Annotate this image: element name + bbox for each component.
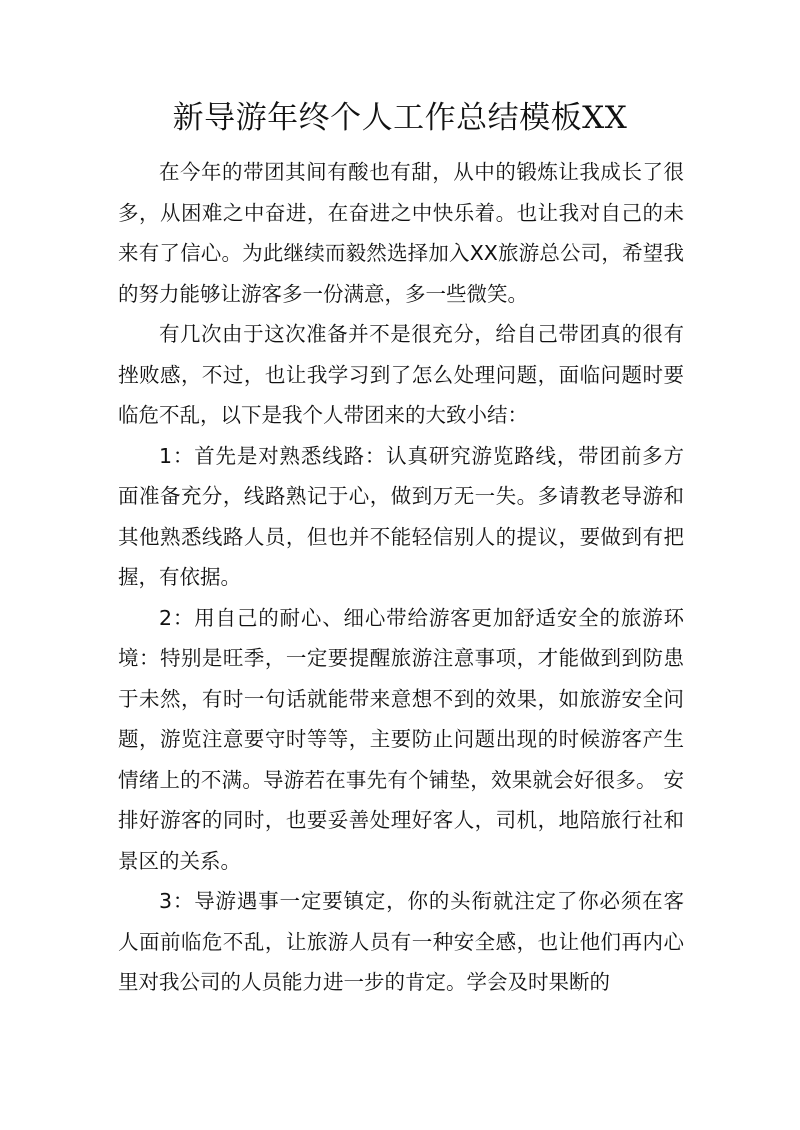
paragraph-summary-lead: 有几次由于这次准备并不是很充分，给自己带团真的很有挫败感，不过，也让我学习到了怎么处理问题，面临问题时要临危不乱，以下是我个人带团来的大致小结： xyxy=(118,322,684,427)
document-body xyxy=(118,152,684,1003)
document-title: 新导游年终个人工作总结模板XX xyxy=(172,100,628,136)
paragraph-point-3: 3：导游遇事一定要镇定，你的头衔就注定了你必须在客人面前临危不乱，让旅游人员有一种安全感，也让他们再内心里对我公司的人员能力进一步的肯定。学会及时果断的 xyxy=(118,889,684,994)
paragraph-intro: 在今年的带团其间有酸也有甜，从中的锻炼让我成长了很多，从困难之中奋进，在奋进之中快乐着。也让我对自己的未来有了信心。为此继续而毅然选择加入XX旅游总公司，希望我的努力能够让游客多一份满意，多一些微笑。 xyxy=(118,160,684,306)
paragraph-point-1: 1：首先是对熟悉线路：认真研究游览路线，带团前多方面准备充分，线路熟记于心，做到万无一失。多请教老导游和其他熟悉线路人员，但也并不能轻信别人的提议，要做到有把握，有依据。 xyxy=(118,443,684,589)
paragraph-point-2: 2：用自己的耐心、细心带给游客更加舒适安全的旅游环境：特别是旺季，一定要提醒旅游注意事项，才能做到到防患于未然，有时一句话就能带来意想不到的效果，如旅游安全问题，游览注意要守时等等，主要防止问题出现的时候游客产生情绪上的不满。导游若在事先有个铺垫，效果就会好很多。 安排好游客的同时，也要妥善处理好客人，司机，地陪旅行社和景区的关系。 xyxy=(118,605,684,873)
